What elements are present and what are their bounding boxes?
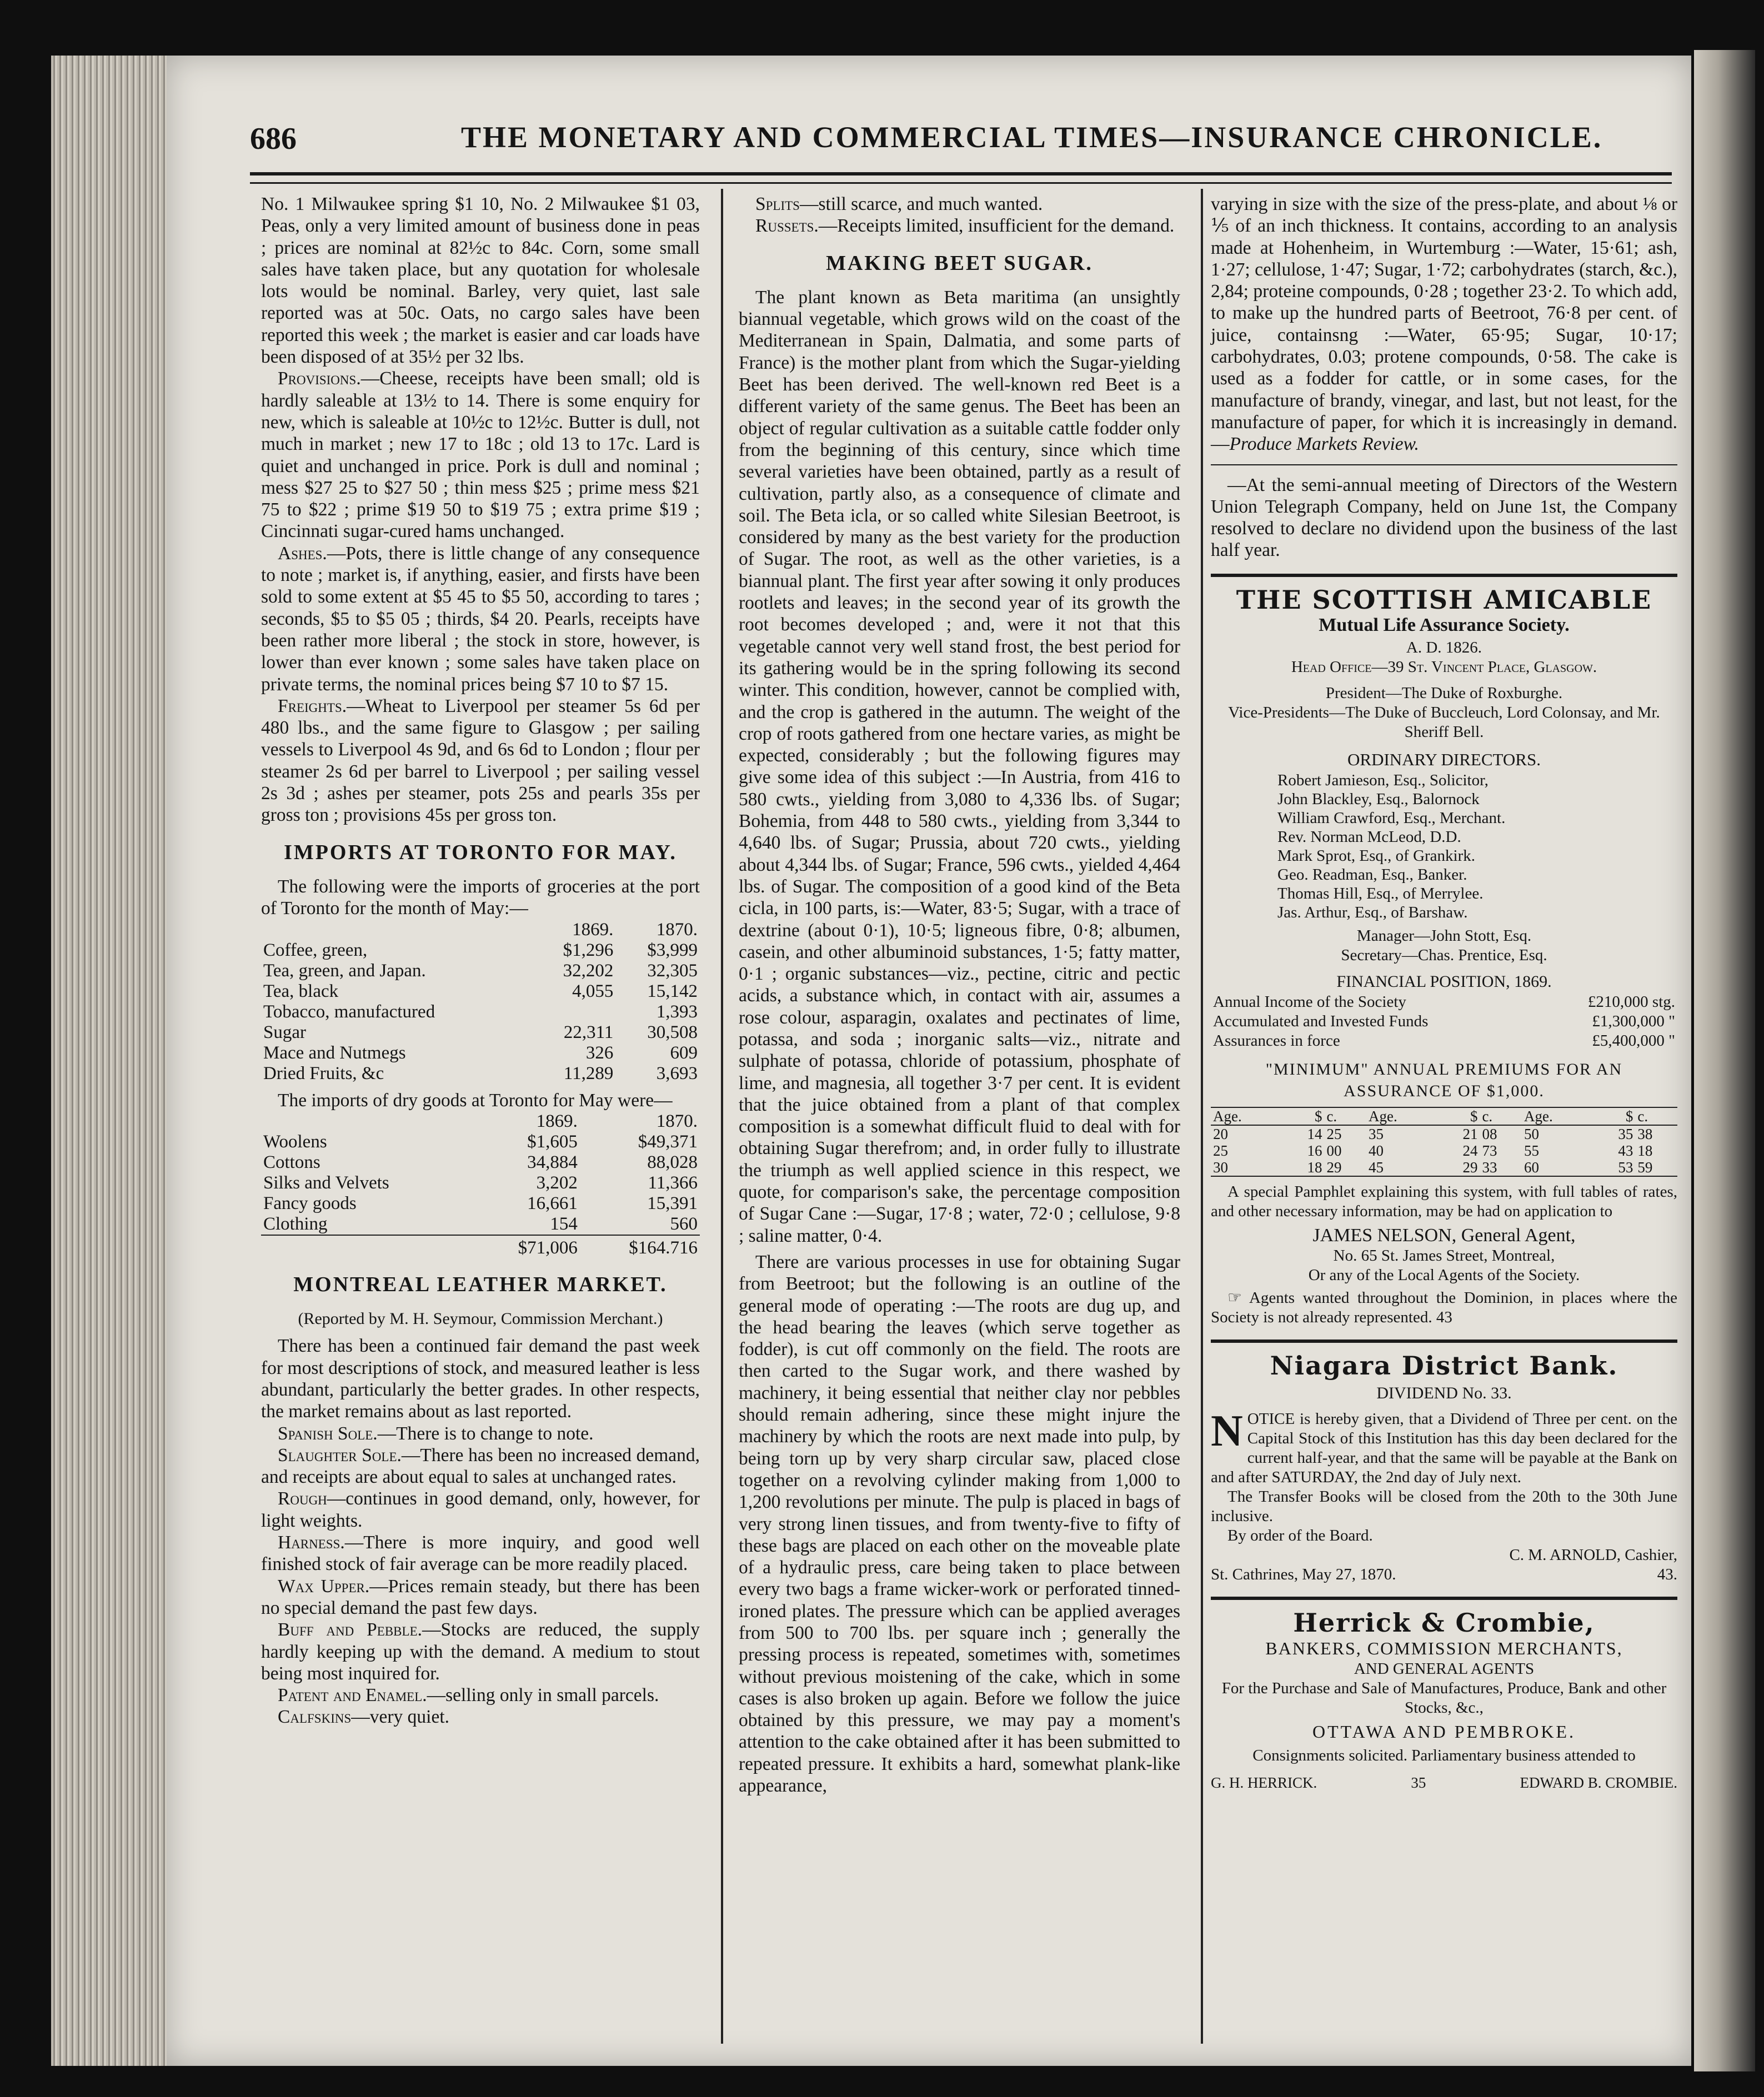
table-row	[261, 1063, 700, 1084]
cell-cents: 73	[1482, 1142, 1497, 1159]
cell-cents: 08	[1482, 1125, 1497, 1142]
buff-pebble-heading: Buff and Pebble.	[278, 1619, 422, 1641]
director-item: Robert Jamieson, Esq., Solicitor,	[1277, 771, 1489, 789]
newspaper-page	[167, 56, 1691, 2066]
year-1870: 1870.	[656, 1111, 698, 1131]
cell-item: Clothing	[263, 1213, 328, 1234]
wax-upper-paragraph	[261, 1576, 700, 1619]
cell-dollars: 35	[1618, 1125, 1633, 1142]
col-head: c.	[1482, 1107, 1493, 1125]
cell-age: 60	[1524, 1158, 1539, 1176]
column-1	[261, 193, 700, 1728]
cell-item: Silks and Velvets	[263, 1172, 389, 1193]
signature-crombie: EDWARD B. CROMBIE.	[1520, 1774, 1677, 1792]
directors-title: ORDINARY DIRECTORS.	[1347, 750, 1541, 770]
herrick-line-2: AND GENERAL AGENTS	[1354, 1660, 1535, 1678]
divider	[1211, 1597, 1677, 1600]
table-row	[261, 1193, 700, 1214]
agent-or: Or any of the Local Agents of the Society.	[1308, 1266, 1580, 1284]
cell-1869: 16,661	[527, 1193, 578, 1213]
cell-item: Dried Fruits, &c	[263, 1063, 384, 1083]
vice-presidents: Vice-Presidents—The Duke of Buccleuch, Lord Colonsay, and Mr. Sheriff Bell.	[1228, 704, 1660, 741]
book-page-edges	[51, 56, 168, 2066]
pointing-hand-icon: ☞	[1227, 1288, 1249, 1307]
leather-reporter: (Reported by M. H. Seymour, Commission Merchant.)	[298, 1310, 663, 1328]
drygoods-table	[261, 1111, 700, 1258]
page-header	[250, 117, 1672, 161]
financial-table	[1211, 992, 1677, 1051]
cell-1869: 326	[585, 1042, 614, 1063]
slaughter-sole-text: —There has been no increased demand, and receipts are about equal to sales at unchanged rates.	[261, 1444, 700, 1488]
spanish-sole-paragraph	[261, 1423, 700, 1444]
cell-item: Tea, black	[263, 981, 339, 1001]
telegraph-notice: —At the semi-annual meeting of Directors of the Western Union Telegraph Company, held on June 1st, the Company resolved to declare no dividend upon the business of the last half year.	[1211, 474, 1677, 561]
calfskins-heading: Calfskins	[278, 1707, 352, 1728]
financial-title: FINANCIAL POSITION, 1869.	[1336, 972, 1552, 991]
leather-title: MONTREAL LEATHER MARKET.	[293, 1272, 668, 1296]
director-item: John Blackley, Esq., Balornock	[1277, 790, 1480, 808]
herrick-line-5: Consignments solicited. Parliamentary business attended to	[1252, 1747, 1636, 1765]
table-row	[1211, 992, 1677, 1012]
cell-dollars: 18	[1307, 1158, 1322, 1176]
cell-1869: 34,884	[527, 1152, 578, 1172]
cell-dollars: 53	[1618, 1158, 1633, 1176]
ad-number: 43	[1436, 1308, 1452, 1326]
wax-upper-heading: Wax Upper.	[278, 1576, 370, 1597]
secretary: Secretary—Chas. Prentice, Esq.	[1341, 946, 1547, 964]
cell-1869: 22,311	[563, 1022, 614, 1042]
director-item: Rev. Norman McLeod, D.D.	[1277, 827, 1461, 846]
table-row	[261, 940, 700, 961]
cell-cents: 29	[1326, 1158, 1342, 1176]
signatures-row	[1211, 1772, 1677, 1794]
cell-dollars: 14	[1307, 1125, 1322, 1142]
cell-item: Coffee, green,	[263, 940, 368, 960]
patent-enamel-paragraph	[261, 1684, 700, 1706]
patent-enamel-heading: Patent and Enamel.	[278, 1685, 427, 1706]
book-right-edge	[1694, 50, 1755, 2071]
general-agent: JAMES NELSON, General Agent,	[1312, 1225, 1576, 1246]
ashes-paragraph	[261, 543, 700, 695]
russets-heading: Russets.	[755, 215, 819, 237]
table-header-row	[1211, 1107, 1677, 1125]
freights-heading: Freights.	[278, 695, 347, 716]
column-divider	[721, 189, 723, 2044]
by-order: By order of the Board.	[1227, 1527, 1373, 1545]
president: President—The Duke of Roxburghe.	[1325, 684, 1563, 703]
fin-value: £210,000 stg.	[1587, 992, 1675, 1011]
provisions-text: —Cheese, receipts have been small; old is hardly saleable at 13½ to 14. There is some enquiry for new, which is saleable at 10½c to 12½c. Butter is dull, not much in market ; new 17 to 18c ; old 13 to 17c. Lard is quiet and unchanged in price. Pork is dull and nominal ; mess $27 25 to $27 50 ; thin mess $25 ; prime mess $21 75 to $22 ; prime $19 50 to $19 75 ; extra prime $19 ; Cincinnati sugar-cured hams unchanged.	[261, 368, 700, 542]
cell-1870: 560	[670, 1213, 698, 1234]
year-1870: 1870.	[656, 919, 698, 940]
provisions-paragraph	[261, 368, 700, 542]
fin-label: Accumulated and Invested Funds	[1213, 1012, 1429, 1030]
cell-age: 55	[1524, 1142, 1539, 1159]
table-row	[261, 1214, 700, 1235]
table-row	[1211, 1031, 1677, 1051]
cell-cents: 18	[1637, 1142, 1653, 1159]
cell-cents: 00	[1326, 1142, 1342, 1159]
table-row	[1211, 1142, 1677, 1159]
dividend-notice-text: OTICE is hereby given, that a Dividend of Three per cent. on the Capital Stock of this Institution has this day been declared for the current half-year, and that the same will be payable at the Bank on and after SATURDAY, the 2nd day of July next.	[1211, 1410, 1677, 1487]
col-head: $	[1314, 1107, 1322, 1125]
cell-cents: 38	[1637, 1125, 1653, 1142]
director-item: Mark Sprot, Esq., of Grankirk.	[1277, 846, 1476, 865]
cell-dollars: 29	[1462, 1158, 1478, 1176]
year-1869: 1869.	[536, 1111, 578, 1131]
cell-item: Sugar	[263, 1022, 306, 1042]
ad-title: THE SCOTTISH AMICABLE	[1236, 584, 1652, 615]
ad-subtitle: Mutual Life Assurance Society.	[1319, 615, 1570, 636]
table-header-row	[261, 920, 700, 940]
column-2	[739, 193, 1180, 1797]
beet-continuation-text: varying in size with the size of the press-plate, and about ⅛ or ⅕ of an inch thickness. It contains, according to an analysis made at Hohenheim, in Wurtemburg :—Water, 15·61; ash, 1·27; cellulose, 1·47; Sugar, 1·72; carbohydrates (starch, &c.), 2,84; proteine compounds, 0·28 ; together 23·2. To which add, to make up the hundred parts of Beetroot, 76·8 per cent. of juice, containsng :—Water, 65·95; Sugar, 10·17; carbohydrates, 0.03; protene compounds, 0·58. The cake is used as a fodder for cattle, or in some cases, for the manufacture of brandy, vinegar, and last, but not least, for the manufacture of paper, for which it is increasingly in demand.—	[1211, 194, 1677, 455]
cell-1870: 15,142	[647, 981, 698, 1001]
col-head: $	[1625, 1107, 1633, 1125]
cell-cents: 33	[1482, 1158, 1497, 1176]
director-item: William Crawford, Esq., Merchant.	[1277, 809, 1506, 827]
total-1869: $71,006	[475, 1235, 580, 1258]
fin-label: Assurances in force	[1213, 1031, 1340, 1050]
harness-heading: Harness.	[278, 1532, 345, 1553]
dividend-number: DIVIDEND No. 33.	[1376, 1384, 1512, 1403]
calfskins-paragraph	[261, 1706, 700, 1728]
col-head: $	[1470, 1107, 1478, 1125]
calfskins-text: —very quiet.	[351, 1707, 450, 1728]
table-row	[261, 1152, 700, 1173]
beet-paragraph-2: There are various processes in use for obtaining Sugar from Beetroot; but the following is an outline of the general mode of operating :—The roots are dug up, and the head bearing the leaves (which serve together as fodder), is cut off commonly on the field. The roots are then carted to the Sugar work, and there washed by machinery, it being essential that neither clay nor pebbles should remain adhering, since these might injure the machinery by which the roots are next made into pulp, by being torn up by very sharp circular saw, placed close together on a revolving cylinder making from 1,000 to 1,200 revolutions per minute. The pulp is placed in bags of very strong linen tissues, and from twenty-five to fifty of these bags are placed on each other on the moveable plate of a hydraulic press, care being taken to place between every two bags a frame wicker-work or perforated tinned-ironed plates. The pressure which can be applied averages from 500 to 700 lbs. per square inch ; generally the pressing process is repeated, sometimes with, sometimes without previous moistening of the cake, which in some cases is also broken up again. Before we follow the juice obtained by this pressure, we may pay a moment's attention to the cake obtained after it has been submitted to repeated pressure. It exhibits a hard, somewhat plank-like appearance,	[739, 1251, 1180, 1797]
ad-title: Niagara District Bank.	[1270, 1350, 1618, 1381]
beet-source: Produce Markets Review.	[1229, 434, 1419, 455]
ad-number: 35	[1411, 1774, 1426, 1792]
cell-1869: 32,202	[563, 960, 614, 981]
cell-1870: $3,999	[647, 940, 698, 960]
cell-item: Cottons	[263, 1152, 320, 1172]
herrick-crombie-ad	[1211, 1608, 1677, 1794]
herrick-line-4: OTTAWA AND PEMBROKE.	[1312, 1722, 1576, 1742]
pamphlet-text: A special Pamphlet explaining this system, with full tables of rates, and other necessary information, may be had on application to	[1211, 1182, 1677, 1220]
cell-age: 35	[1368, 1125, 1384, 1142]
provisions-heading: Provisions.	[278, 368, 361, 389]
cell-age: 25	[1213, 1142, 1228, 1159]
herrick-line-1: BANKERS, COMMISSION MERCHANTS,	[1265, 1638, 1623, 1658]
page-number: 686	[250, 122, 297, 156]
place-date-row	[1211, 1565, 1677, 1584]
divider	[1211, 574, 1677, 577]
cell-item: Mace and Nutmegs	[263, 1042, 406, 1063]
cell-dollars: 21	[1462, 1125, 1478, 1142]
fin-label: Annual Income of the Society	[1213, 992, 1406, 1011]
transfer-books: The Transfer Books will be closed from the 20th to the 30th June inclusive.	[1211, 1488, 1677, 1526]
grain-paragraph: No. 1 Milwaukee spring $1 10, No. 2 Milwaukee $1 03, Peas, only a very limited amount of business done in peas ; prices are nominal at 82½c to 84c. Corn, some small sales have taken place, but any quotation for wholesale lots would be nominal. Barley, very quiet, last sale reported was at 50c. Oats, no cargo sales have been reported this week ; the market is easier and car loads have been disposed of at 35½ per 32 lbs.	[261, 194, 700, 368]
cell-1870: 32,305	[647, 960, 698, 981]
table-row	[261, 1022, 700, 1043]
col-head: Age.	[1368, 1107, 1397, 1125]
dividend-notice	[1211, 1409, 1677, 1487]
premiums-table	[1211, 1107, 1677, 1177]
agents-wanted	[1211, 1288, 1677, 1327]
niagara-bank-ad	[1211, 1350, 1677, 1585]
rough-text: —continues in good demand, only, however, for light weights.	[261, 1488, 700, 1531]
cell-age: 50	[1524, 1125, 1539, 1142]
total-1870: $164.716	[580, 1235, 700, 1258]
col-head: c.	[1637, 1107, 1648, 1125]
rough-paragraph	[261, 1488, 700, 1532]
col-head: Age.	[1213, 1107, 1242, 1125]
ad-year: A. D. 1826.	[1406, 639, 1482, 657]
beet-sugar-title: MAKING BEET SUGAR.	[826, 251, 1093, 275]
minimum-premiums-title: "MINIMUM" ANNUAL PREMIUMS FOR AN ASSURANCE OF $1,000.	[1265, 1060, 1623, 1101]
cell-1869: $1,605	[527, 1131, 578, 1152]
year-1869: 1869.	[572, 919, 614, 940]
director-item: Jas. Arthur, Esq., of Barshaw.	[1277, 903, 1468, 921]
cell-1870: 11,366	[648, 1172, 698, 1193]
cell-age: 40	[1368, 1142, 1384, 1159]
table-row	[261, 961, 700, 981]
ad-title: Herrick & Crombie,	[1293, 1608, 1595, 1638]
rough-heading: Rough	[278, 1488, 327, 1509]
spanish-sole-text: —There is to change to note.	[377, 1423, 594, 1444]
column-3	[1211, 193, 1677, 1794]
place-date: St. Cathrines, May 27, 1870.	[1211, 1566, 1396, 1584]
russets-text: —Receipts limited, insufficient for the demand.	[818, 215, 1175, 237]
harness-text: —There is more inquiry, and good well finished stock of fair average can be more readily placed.	[261, 1532, 700, 1575]
spanish-sole-heading: Spanish Sole.	[278, 1423, 378, 1444]
head-office: Head Office—39 St. Vincent Place, Glasgow.	[1291, 658, 1597, 676]
cell-age: 30	[1213, 1158, 1228, 1176]
cell-1870: 15,391	[647, 1193, 698, 1213]
splits-heading: Splits	[755, 194, 800, 214]
slaughter-sole-heading: Slaughter Sole.	[278, 1444, 402, 1466]
cell-1869: 154	[550, 1213, 578, 1234]
cell-1869: 11,289	[563, 1063, 614, 1083]
table-header-row	[261, 1111, 700, 1132]
cell-age: 20	[1213, 1125, 1228, 1142]
cell-age: 45	[1368, 1158, 1384, 1176]
herrick-line-3: For the Purchase and Sale of Manufactures, Produce, Bank and other Stocks, &c.,	[1221, 1679, 1667, 1717]
table-row	[261, 1132, 700, 1152]
groceries-table	[261, 920, 700, 1084]
table-row	[261, 981, 700, 1002]
running-title: THE MONETARY AND COMMERCIAL TIMES—INSURANCE CHRONICLE.	[461, 121, 1603, 154]
freights-text: —Wheat to Liverpool per steamer 5s 6d per 480 lbs., and the same figure to Glasgow ; per sailing vessels to Liverpool 4s 9d, and 6s 6d to London ; flour per steamer 2s 6d per barrel to Liverpool ; per sailing vessel 2s 3d ; ashes per steamer, pots 25s and pearls 35s per gross ton ; provisions 45s per gross ton.	[261, 695, 700, 826]
cell-item: Fancy goods	[263, 1193, 357, 1213]
beet-paragraph-1: The plant known as Beta maritima (an unsightly biannual vegetable, which grows wild on the coast of the Mediterranean in Spain, Dalmatia, and some parts of France) is the mother plant from which the Sugar-yielding Beet has been derived. The well-known red Beet is a different variety of the same genus. The Beet has been an object of regular cultivation as a suitable cattle fodder only from the beginning of this century, since which time several varieties have been obtained, partly as a result of cultivation, partly also, as a consequence of climate and soil. The Beta icla, or so called white Silesian Beetroot, is considered by many as the best variety for the production of Sugar. The root, as well as the other varieties, is a biannual plant. The first year after sowing it only produces rootlets and leaves; in the second year of its growth the root becomes developed ; and, were it not that this vegetable cannot very well stand frost, the best period for its gathering would be in the spring following its second winter. This condition, however, cannot be complied with, and the crop is gathered in the autumn. The weight of the crop of roots gathered from one hectare varies, as might be expected, considerably ; but the following figures may give some idea of this subject :—In Austria, from 416 to 580 cwts., yielding from 3,080 to 4,336 lbs. of Sugar; Bohemia, from 448 to 580 cwts., yielding from 3,344 to 4,640 lbs. of Sugar; Prussia, about 720 cwts., yielding about 4,344 lbs. of Sugar; France, 596 cwts., yielded 4,464 lbs. of Sugar. The composition of a good kind of the Beta cicla, in 100 parts, is:—Water, 83·5; Sugar, with a trace of dextrine (about 0·1), 10·5; ligneous fibre, 0·8; albumen, casein, and other albuminoid substances, 1·5; fatty matter, 0·1 ; organic substances—viz., pectine, citric and pectic acids, a substance which, in contact with air, assumes a rose colour, asparagin, oxalates and pectinates of lime, potassa, and soda ; inorganic salts—viz., nitrate and sulphate of potassa, chloride of potassium, phosphate of lime, and magnesia, all together 3·7 per cent. It is evident that the juice obtained from a plant of that complex composition is a somewhat difficult fluid to deal with for obtaining Sugar therefrom; and, in order fully to illustrate the triumph as well applied science in this respect, we quote, for comparison's sake, the percentage composition of Sugar Cane :—Sugar, 17·8 ; water, 72·0 ; cellulose, 9·8 ; saline matter, 0·4.	[739, 287, 1180, 1246]
ashes-heading: Ashes.	[278, 543, 327, 564]
column-divider	[1201, 189, 1203, 2044]
beet-continuation	[1211, 193, 1677, 455]
totals-row	[261, 1235, 700, 1258]
russets-paragraph	[739, 215, 1180, 237]
cell-1869: 3,202	[536, 1172, 578, 1193]
cell-cents: 25	[1326, 1125, 1342, 1142]
cell-1870: 609	[670, 1042, 698, 1063]
ashes-text: —Pots, there is little change of any consequence to note ; market is, if anything, easier, and firsts have been sold to some extent at $5 45 to $5 50, according to tares ; seconds, $5 to $5 05 ; thirds, $4 20. Pearls, receipts have been rather more liberal ; the stock in store, however, is lower than ever known ; some sales have taken place on private terms, the nominal prices being $7 10 to $7 15.	[261, 543, 700, 695]
director-item: Thomas Hill, Esq., of Merrylee.	[1277, 884, 1484, 902]
slaughter-sole-paragraph	[261, 1444, 700, 1488]
divider	[1211, 464, 1677, 465]
ad-number: 43.	[1657, 1566, 1677, 1584]
signature-herrick: G. H. HERRICK.	[1211, 1774, 1317, 1792]
imports-intro: The following were the imports of groceries at the port of Toronto for the month of May:—	[261, 876, 700, 919]
cell-item: Tobacco, manufactured	[263, 1001, 435, 1022]
freights-paragraph	[261, 695, 700, 826]
agent-address: No. 65 St. James Street, Montreal,	[1333, 1246, 1555, 1265]
table-row	[261, 1002, 700, 1022]
table-row	[261, 1173, 700, 1193]
agents-wanted-text: Agents wanted throughout the Dominion, in places where the Society is not already represented.	[1211, 1288, 1677, 1326]
cell-cents: 59	[1637, 1158, 1653, 1176]
cell-dollars: 16	[1307, 1142, 1322, 1159]
patent-enamel-text: —selling only in small parcels.	[427, 1685, 659, 1706]
manager: Manager—John Stott, Esq.	[1356, 926, 1532, 945]
cell-1870: 1,393	[656, 1001, 698, 1022]
cell-1869	[532, 1002, 616, 1022]
cell-item: Woolens	[263, 1131, 327, 1152]
buff-pebble-paragraph	[261, 1619, 700, 1684]
cell-1870: 88,028	[647, 1152, 698, 1172]
director-item: Geo. Readman, Esq., Banker.	[1277, 865, 1467, 884]
imports-title: IMPORTS AT TORONTO FOR MAY.	[284, 840, 677, 864]
wax-upper-text: —Prices remain steady, but there has been no special demand the past few days.	[261, 1576, 700, 1618]
leather-intro: There has been a continued fair demand the past week for most descriptions of stock, and measured leather is less abundant, particularly the better grades. In other respects, the market remains about as last reported.	[261, 1336, 700, 1422]
cell-1870: $49,371	[638, 1131, 698, 1152]
cell-1869: $1,296	[563, 940, 614, 960]
fin-value: £1,300,000 "	[1592, 1012, 1675, 1030]
cashier: C. M. ARNOLD, Cashier,	[1509, 1546, 1677, 1564]
divider	[1211, 1340, 1677, 1343]
cell-1870: 30,508	[647, 1022, 698, 1042]
cell-1870: 3,693	[656, 1063, 698, 1083]
drygoods-intro: The imports of dry goods at Toronto for May were—	[278, 1090, 673, 1111]
table-row	[1211, 1125, 1677, 1142]
cell-dollars: 43	[1618, 1142, 1633, 1159]
table-row	[1211, 1159, 1677, 1176]
cell-item: Tea, green, and Japan.	[263, 960, 426, 981]
splits-text: —still scarce, and much wanted.	[799, 194, 1043, 214]
drop-cap: N	[1211, 1407, 1243, 1456]
header-rule-thin	[250, 182, 1672, 184]
fin-value: £5,400,000 "	[1592, 1031, 1675, 1050]
cell-dollars: 24	[1462, 1142, 1478, 1159]
table-row	[261, 1043, 700, 1063]
scottish-amicable-ad	[1211, 584, 1677, 1327]
harness-paragraph	[261, 1532, 700, 1576]
table-row	[1211, 1012, 1677, 1031]
splits-paragraph	[739, 193, 1180, 215]
cell-1869: 4,055	[572, 981, 614, 1001]
buff-pebble-text: —Stocks are reduced, the supply hardly keeping up with the demand. A medium to stout being most inquired for.	[261, 1619, 700, 1684]
col-head: c.	[1326, 1107, 1337, 1125]
header-rule-thick	[250, 172, 1672, 175]
col-head: Age.	[1524, 1107, 1553, 1125]
